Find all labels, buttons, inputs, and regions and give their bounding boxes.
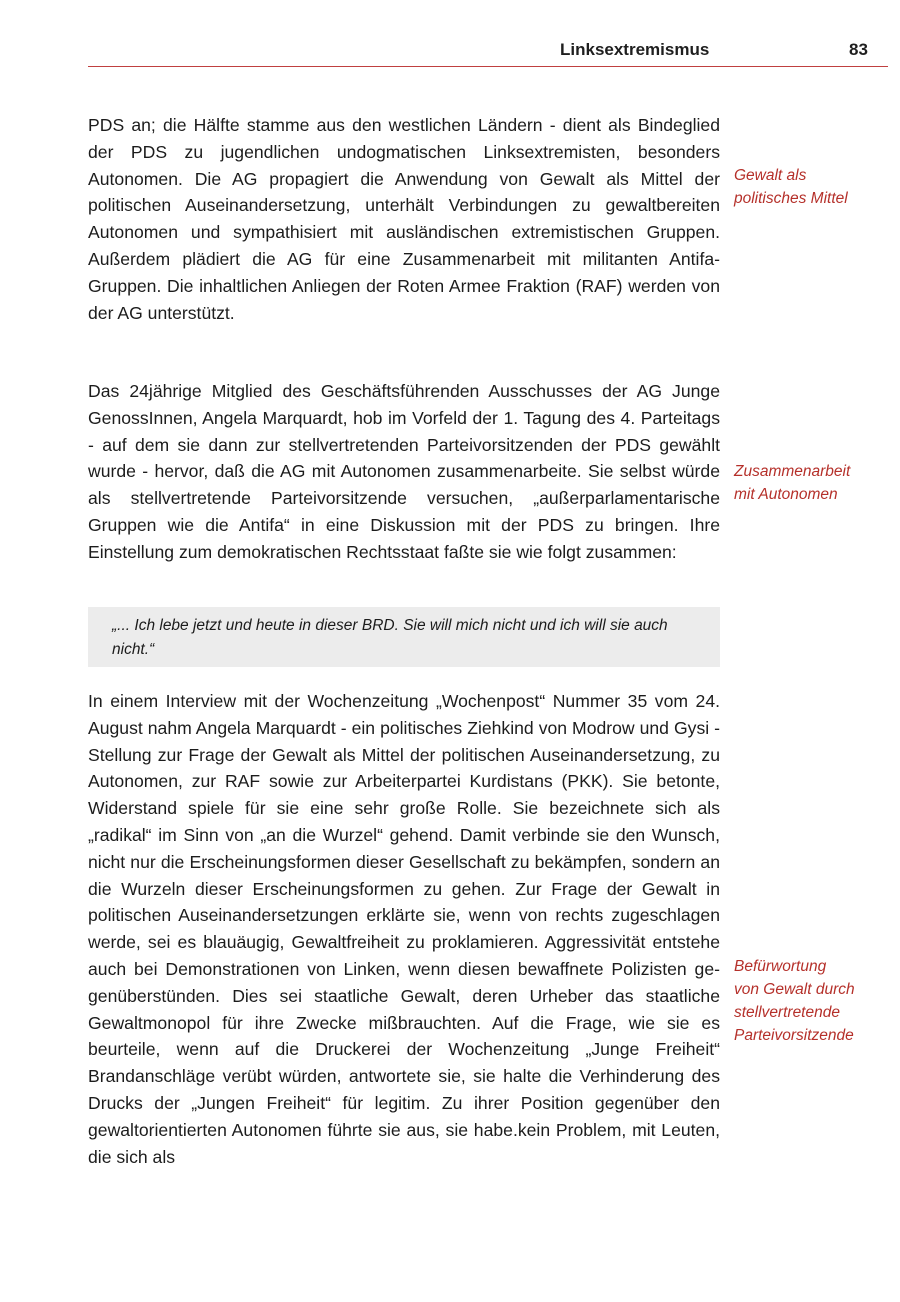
paragraph-1: PDS an; die Hälfte stamme aus den westlichen Ländern - dient als Bindeglied der PDS zu jugendlichen undogmatischen Linksextremisten, besonders Autonomen. Die AG propagiert die Anwendung von Gewalt als Mittel der politischen Auseinandersetzung, unterhält Verbindungen zu gewaltbereiten Autonomen und sympathisiert mit ausländischen extremistischen Gruppen. Außerdem plädiert die AG für eine Zusammenarbeit mit militanten Antifa-Gruppen. Die inhaltlichen Anliegen der Roten Armee Fraktion (RAF) werden von der AG unterstützt.	[88, 115, 720, 323]
margin-note-line: Gewalt als	[734, 167, 807, 184]
margin-note-gewalt	[734, 164, 894, 210]
margin-note-befuerwortung	[734, 955, 894, 1047]
block-quote: „... Ich lebe jetzt und heute in dieser BRD. Sie will mich nicht und ich will sie auch nicht.“	[112, 617, 668, 658]
margin-note-zusammenarbeit	[734, 460, 894, 506]
margin-note-line: stellvertretende	[734, 1004, 840, 1021]
margin-note-line: politisches Mittel	[734, 190, 848, 207]
margin-note-line: Befürwortung	[734, 958, 827, 975]
margin-note-line: Zusammenarbeit	[734, 463, 851, 480]
margin-note-line: Parteivorsitzende	[734, 1027, 854, 1044]
paragraph-2: Das 24jährige Mitglied des Geschäftsführenden Ausschusses der AG Junge GenossInnen, Angela Marquardt, hob im Vorfeld der 1. Tagung des 4. Parteitags - auf dem sie dann zur stellvertretenden Parteivorsitzenden der PDS gewählt wurde - hervor, daß die AG mit Autonomen zusammenarbeite. Sie selbst würde als stellvertretende Parteivorsitzende versuchen, „außerparlamentarische Gruppen wie die Antifa“ in eine Diskussion mit der PDS zu bringen. Ihre Einstellung zum demokratischen Rechtsstaat faßte sie wie folgt zusammen:	[88, 381, 720, 562]
running-head: Linksextremismus	[560, 40, 710, 59]
margin-note-line: von Gewalt durch	[734, 981, 855, 998]
header-rule	[88, 66, 888, 67]
page-number: 83	[849, 40, 868, 59]
margin-note-line: mit Autonomen	[734, 486, 838, 503]
paragraph-3: In einem Interview mit der Wochenzeitung „Wochenpost“ Nummer 35 vom 24. August nahm Angela Marquardt - ein politisches Ziehkind von Modrow und Gysi - Stellung zur Frage der Gewalt als Mittel der politischen Auseinandersetzung, zu Autonomen, zur RAF sowie zur Arbeiterpartei Kurdistans (PKK). Sie betonte, Widerstand spiele für sie eine sehr große Rolle. Sie bezeichnete sich als „radikal“ im Sinn von „an die Wurzel“ gehend. Damit verbinde sie den Wunsch, nicht nur die Erscheinungsformen dieser Gesellschaft zu bekämpfen, sondern an die Wurzeln dieser Erscheinungsformen zu gehen. Zur Frage der Gewalt in politischen Auseinandersetzungen erklärte sie, wenn von rechts zugeschlagen werde, sei es blauäugig, Gewaltfreiheit zu proklamieren. Aggressivität entstehe auch bei Demonstrationen von Linken, wenn diesen bewaffnete Polizisten gegenüberstünden. Dies sei staatliche Gewalt, deren Urheber das staatliche Gewaltmonopol für ihre Zwecke mißbrauchten. Auf die Frage, wie sie es beurteile, wenn auf die Druckerei der Wochenzeitung „Junge Freiheit“ Brandanschläge verübt würden, antwortete sie, sie halte die Verhinderung des Drucks der „Jungen Freiheit“ für legitim. Zu ihrer Position gegenüber den gewaltorientierten Autonomen führte sie aus, sie habe.kein Problem, mit Leuten, die sich als	[88, 691, 720, 1167]
